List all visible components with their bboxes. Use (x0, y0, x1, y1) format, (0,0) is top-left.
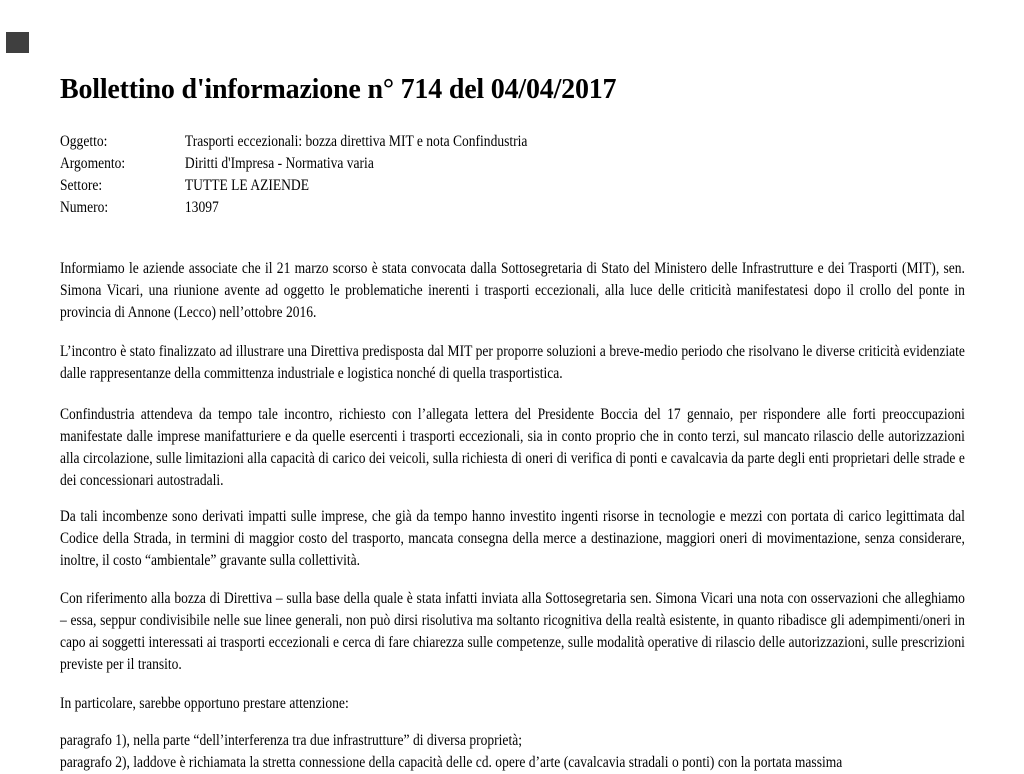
metadata-label: Numero: (60, 199, 109, 216)
page-title: Bollettino d'informazione n° 714 del 04/04/2017 (60, 74, 617, 105)
metadata-value: 13097 (184, 199, 219, 216)
body-paragraph: Da tali incombenze sono derivati impatti sulle imprese, che già da tempo hanno investito ingenti risorse in tecnologie e mezzi con portata di carico legittimata dal Codice della Strada, in termini di maggior costo del trasporto, mancata consegna della merce a destinazione, maggiori oneri di movimentazione, senza considerare, inoltre, il costo “ambientale” gravante sulla collettività. (60, 508, 965, 569)
list-item: paragrafo 2), laddove è richiamata la stretta connessione della capacità delle cd. opere d’arte (cavalcavia stradali o ponti) con la portata massima (60, 754, 843, 771)
metadata-table (60, 131, 1021, 219)
body-paragraph: Informiamo le aziende associate che il 21 marzo scorso è stata convocata dalla Sottosegretaria di Stato del Ministero delle Infrastrutture e dei Trasporti (MIT), sen. Simona Vicari, una riunione avente ad oggetto le problematiche inerenti i trasporti eccezionali, alla luce delle criticità manifestatesi dopo il crollo del ponte in provincia di Annone (Lecco) nell’ottobre 2016. (60, 260, 965, 321)
body-paragraph: L’incontro è stato finalizzato ad illustrare una Direttiva predisposta dal MIT per proporre soluzioni a breve-medio periodo che risolvano le diverse criticità evidenziate dalle rappresentanze della committenza industriale e logistica nonché di quella trasportistica. (60, 343, 965, 382)
metadata-value: Diritti d'Impresa - Normativa varia (184, 155, 374, 172)
metadata-row (60, 153, 1021, 175)
metadata-label: Argomento: (60, 155, 126, 172)
list-intro: In particolare, sarebbe opportuno prestare attenzione: (60, 695, 349, 712)
metadata-value: Trasporti eccezionali: bozza direttiva MIT e nota Confindustria (184, 133, 528, 150)
numbered-paragraph-list (60, 730, 965, 774)
body-paragraph: Con riferimento alla bozza di Direttiva – sulla base della quale è stata infatti inviata alla Sottosegretaria sen. Simona Vicari una nota con osservazioni che alleghiamo – essa, seppur condivisibile nelle sue linee generali, non può dirsi risolutiva ma soltanto ricognitiva della realtà esistente, in quanto ribadisce gli adempimenti/oneri in capo ai soggetti interessati ai trasporti eccezionali e cerca di fare chiarezza sulle competenze, sulle modalità operative di rilascio delle autorizzazioni, sulle prescrizioni previste per il transito. (60, 590, 965, 673)
metadata-label: Settore: (60, 177, 103, 194)
metadata-row (60, 197, 1021, 219)
metadata-row (60, 131, 1021, 153)
body-paragraph: Confindustria attendeva da tempo tale incontro, richiesto con l’allegata lettera del Presidente Boccia del 17 gennaio, per rispondere alle forti preoccupazioni manifestate dalle imprese manifatturiere e da quelle esercenti i trasporti eccezionali, sia in conto proprio che in conto terzi, sul mancato rilascio delle autorizzazioni alla circolazione, sulle limitazioni alla capacità di carico dei veicoli, sulla richiesta di oneri di verifica di ponti e cavalcavia da parte degli enti proprietari delle strade e dei concessionari autostradali. (60, 406, 965, 489)
logo-placeholder (6, 32, 29, 53)
list-item: paragrafo 1), nella parte “dell’interferenza tra due infrastrutture” di diversa proprietà; (60, 732, 522, 749)
metadata-value: TUTTE LE AZIENDE (184, 177, 309, 194)
metadata-row (60, 175, 1021, 197)
metadata-label: Oggetto: (60, 133, 108, 150)
